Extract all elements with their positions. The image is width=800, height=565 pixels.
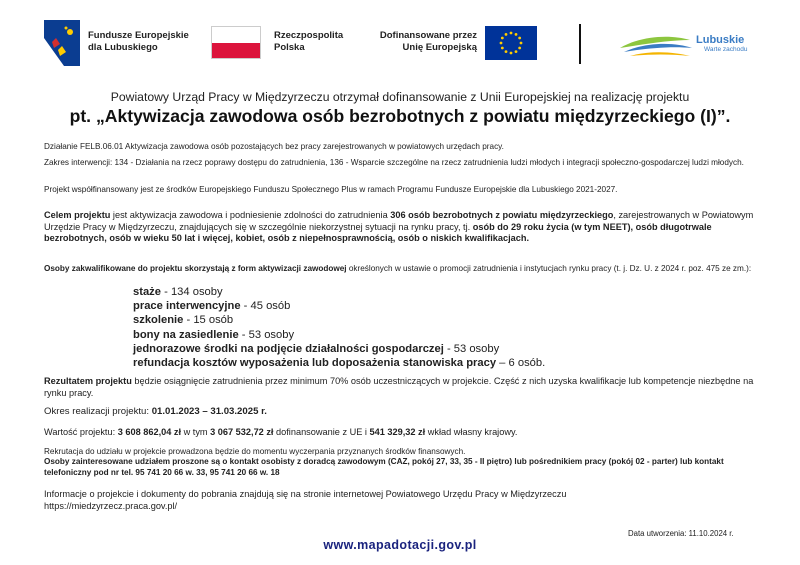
page-title: pt. „Aktywizacja zawodowa osób bezrobotnych z powiatu międzyrzeckiego (I)”. [69,106,731,126]
list-item: refundacja kosztów wyposażenia lub doposażenia stanowiska pracy – 6 osób. [133,357,546,370]
logo-bar [36,20,756,72]
goal-paragraph: Celem projektu jest aktywizacja zawodowa i podniesienie zdolności do zatrudnienia 306 osób bezrobotnych z powiatu międzyrzeckiego, zarejestrowanych w Powiatowym Urzędzie Pracy w Międzyrzeczu, znajdujących się w szczególnie niekorzystnej sytuacji na rynku pracy, tj. osób do 29 roku życia (w tym NEET), osób długotrwale bezrobotnych, osób w wieku 50 lat i więcej, kobiet, osób z niepełnosprawnością, osób o niskich kwalifikacjach. [44,210,754,243]
list-item: prace interwencyjne - 45 osób [133,300,291,313]
more-info-line: Informacje o projekcie i dokumenty do pobrania znajdują się na stronie internetowej Powiatowego Urzędu Pracy w Międzyrzeczu [44,489,567,499]
cofinance-text: Projekt współfinansowany jest ze środków Europejskiego Funduszu Społecznego Plus w ramach Programu Fundusze Europejskie dla Lubuskiego 2021-2027. [44,185,618,194]
scope-text: Zakres interwencji: 134 - Działania na rzecz poprawy dostępu do zatrudnienia, 136 - Wsparcie szczególne na rzecz zatrudnienia ludzi młodych i integracji społeczno-gospodarczej ludzi młodych. [44,158,744,167]
recruitment-line-2: Osoby zainteresowane udziałem proszone są o kontakt osobisty z doradcą zawodowym (CAZ, pokój 27, 33, 35 - II piętro) lub pośrednikiem pracy (pokój 02 - parter) lub kontakt telefoniczny pod nr tel. 95 741 20 66 w. 33, 95 741 20 66 w. 18 [44,457,724,477]
eu-star [501,37,504,40]
list-item: jednorazowe środki na podjęcie działalności gospodarczej - 53 osoby [133,342,500,355]
list-item: bony na zasiedlenie - 53 osoby [133,328,295,341]
eu-flag-icon [485,26,537,60]
list-item: szkolenie - 15 osób [133,314,234,327]
eu-star [501,47,504,50]
eu-star [518,47,521,50]
logo-divider [579,24,581,64]
eu-star [518,37,521,40]
eu-star [515,50,518,53]
action-text: Działanie FELB.06.01 Aktywizacja zawodowa osób pozostających bez pracy zarejestrowanych w powiatowych urzędach pracy. [44,142,504,151]
period-line: Okres realizacji projektu: 01.01.2023 – 31.03.2025 r. [44,406,267,417]
eu-star [510,52,513,55]
eu-star [510,32,513,35]
creation-date: Data utworzenia: 11.10.2024 r. [628,529,734,538]
lubuskie-subtitle: Warte zachodu [704,46,748,53]
intro-text: Powiatowy Urząd Pracy w Międzyrzeczu otrzymał dofinansowanie z Unii Europejskiej na realizację projektu [110,90,690,104]
pl-logo-text: Rzeczpospolita Polska [274,30,344,53]
eu-star [520,42,523,45]
recruitment-line-1: Rekrutacja do udziału w projekcie prowadzona będzie do momentu wyczerpania przyznanych środków finansowych. [44,447,466,456]
website-link[interactable]: https://miedzyrzecz.praca.gov.pl/ [44,501,178,511]
site-link[interactable]: www.mapadotacji.gov.pl [323,538,477,552]
result-paragraph: Rezultatem projektu będzie osiągnięcie zatrudnienia przez minimum 70% osób uczestniczących w projekcie. Część z nich uzyska kwalifikacje lub kompetencje niezbędne na rynku pracy. [44,376,754,398]
list-item: staże - 134 osoby [133,286,223,298]
activation-forms-list [133,285,545,370]
eu-logo-text: Dofinansowane przez Unię Europejską [379,30,477,53]
fe-logo-text: Fundusze Europejskie dla Lubuskiego [88,30,189,53]
fundusze-europejskie-logo-icon [44,20,80,66]
value-line: Wartość projektu: 3 608 862,04 zł w tym 3 067 532,72 zł dofinansowanie z UE i 541 329,32 zł wkład własny krajowy. [44,427,518,437]
eu-star [505,33,508,36]
forms-paragraph: Osoby zakwalifikowane do projektu skorzystają z form aktywizacji zawodowej określonych w ustawie o promocji zatrudnienia i instytucjach rynku pracy (t. j. Dz. U. z 2024 r. poz. 475 ze zm.): [44,264,752,273]
lubuskie-title: Lubuskie [696,34,745,46]
polish-flag-icon [211,26,261,59]
eu-star [505,50,508,53]
eu-star [515,33,518,36]
eu-star [500,42,503,45]
